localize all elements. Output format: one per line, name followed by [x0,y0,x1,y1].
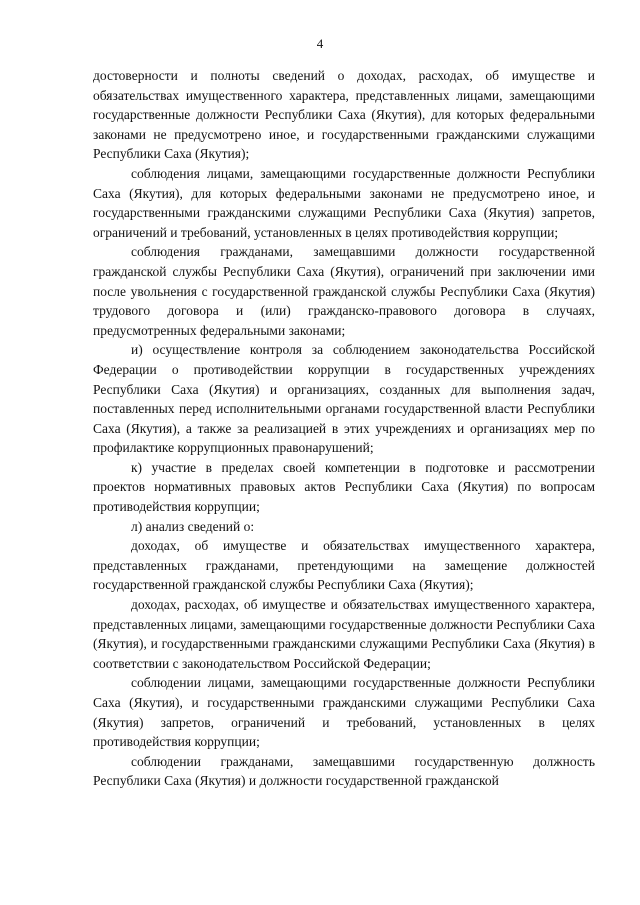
paragraph-candidates-income: доходах, об имуществе и обязательствах имущественного характера, представленных гражданами, претендующими на замещение должностей государственной гражданской службы Республики Саха (Якутия); [93,538,595,593]
paragraph-continuation: достоверности и полноты сведений о доходах, расходах, об имуществе и обязательствах имущественного характера, представленных лицами, замещающими государственные должности Республики Саха (Якутия), для которых федеральными законами не предусмотрено иное, и государственными гражданскими служащими Республики Саха (Якутия); [93,68,595,162]
paragraph-item-l-analysis: л) анализ сведений о: [131,518,255,534]
paragraph-compliance-restrictions: соблюдения лицами, замещающими государственные должности Республики Саха (Якутия), для которых федеральными законами не предусмотрено иное, и государственными гражданскими служащими Республики Саха (Якутия) запретов, ограничений и требований, установленных в целях противодействия коррупции; [93,165,595,240]
paragraph-officials-income: доходах, расходах, об имуществе и обязательствах имущественного характера, представленных лицами, замещающими государственные должности Республики Саха (Якутия), и государственными гражданскими служащими Республики Саха (Якутия) в соответствии с законодательством Российской Федерации; [93,597,595,671]
paragraph-compliance-officials: соблюдении лицами, замещающими государственные должности Республики Саха (Якутия), и государственными гражданскими служащими Республики Саха (Якутия) запретов, ограничений и требований, установленных в целях противодействия коррупции; [93,675,595,750]
paragraph-former-officials: соблюдении гражданами, замещавшими государственную должность Республики Саха (Якутия) и должности государственной гражданской [93,753,595,789]
paragraph-former-civil-servants: соблюдения гражданами, замещавшими должности государственной гражданской службы Республики Саха (Якутия), ограничений при заключении ими после увольнения с государственной гражданской службы Республики Саха (Якутия) трудового договора и (или) гражданско-правового договора в случаях, предусмотренных федеральными законами; [93,244,595,338]
paragraph-item-k-participation: к) участие в пределах своей компетенции в подготовке и рассмотрении проектов нормативных правовых актов Республики Саха (Якутия) по вопросам противодействия коррупции; [93,459,595,515]
page-number: 4 [316,36,324,51]
document-body [93,66,595,791]
paragraph-item-i-control: и) осуществление контроля за соблюдением законодательства Российской Федерации о противодействии коррупции в государственных учреждениях Республики Саха (Якутия) и организациях, созданных для выполнения задач, поставленных перед исполнительными органами государственной власти Республики Саха (Якутия), а также за реализацией в этих учреждениях и организациях мер по профилактике коррупционных правонарушений; [93,342,595,456]
